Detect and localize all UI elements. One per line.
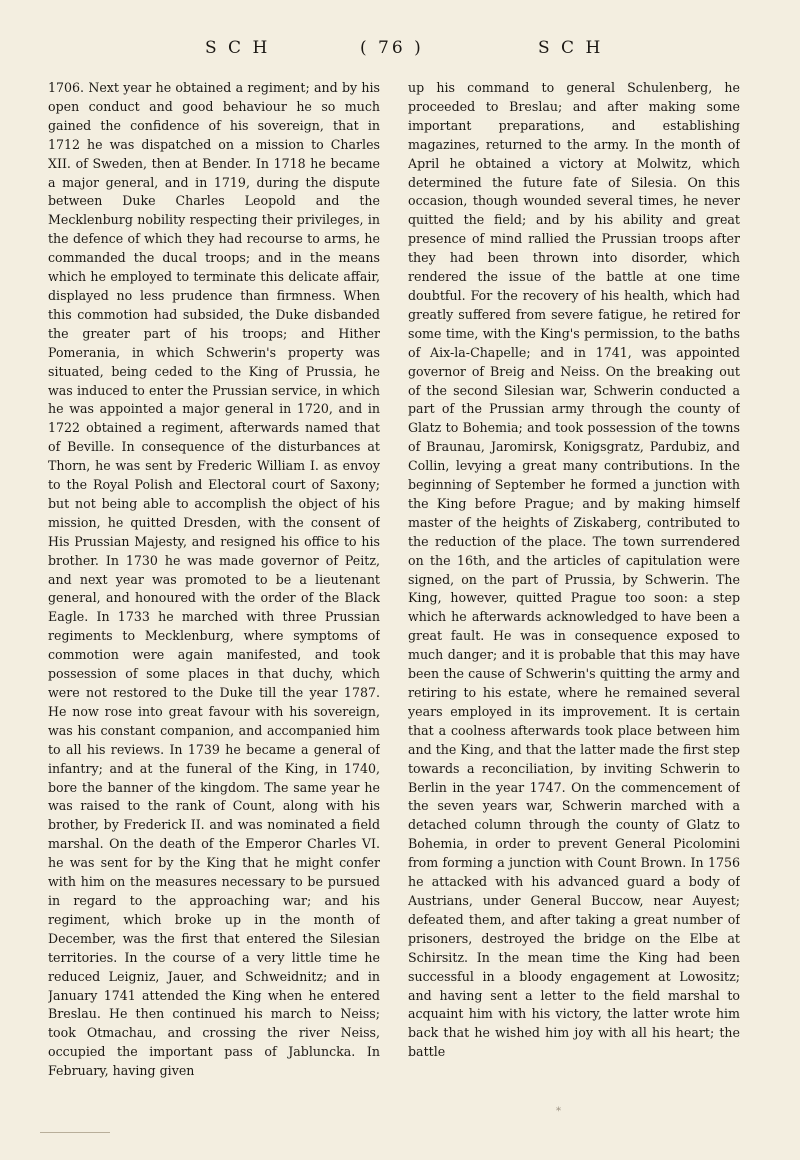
page-number: ( 76 ): [360, 38, 424, 58]
header-right-abbrev: S C H: [538, 38, 604, 58]
page-edge-rule: [40, 1132, 110, 1133]
text-column-right: up his command to general Schulenberg, he proceeded to Breslau; and after making some important preparations, and establishing magazines, returned to the army. In the month of April he obtained a victory at Molwitz, which determined the future fate of Silesia. On this occasion, though wounded several times, he never quitted the field; and by his ability and great presence of mind rallied the Prussian troops after they had been thrown into disorder, which rendered the issue of the battle at one time doubtful. For the recovery of his health, which had greatly suffered from severe fatigue, he retired for some time, with the King's permission, to the baths of Aix-la-Chapelle; and in 1741, was appointed governor of Breig and Neiss. On the breaking out of the second Silesian war, Schwerin conducted a part of the Prussian army through the county of Glatz to Bohemia; and took possession of the towns of Braunau, Jaromirsk, Konigsgratz, Pardubiz, and Collin, levying a great many contributions. In the beginning of September he formed a junction with the King before Prague; and by making himself master of the heights of Ziskaberg, contributed to the reduction of the place. The town surrendered on the 16th, and the articles of capitulation were signed, on the part of Prussia, by Schwerin. The King, however, quitted Prague too soon: a step which he afterwards acknowledged to have been a great fault. He was in consequence exposed to much danger; and it is probable that this may have been the cause of Schwerin's quitting the army and retiring to his estate, where he remained several years employed in its improvement. It is certain that a coolness afterwards took place between him and the King, and that the latter made the first step towards a reconciliation, by inviting Schwerin to Berlin in the year 1747. On the commencement of the seven years war, Schwerin marched with a detached column through the county of Glatz to Bohemia, in order to prevent General Picolomini from forming a junction with Count Brown. In 1756 he attacked with his advanced guard a body of Austrians, under General Buccow, near Auyest; defeated them, and after taking a great number of prisoners, destroyed the bridge on the Elbe at Schirsitz. In the mean time the King had been successful in a bloody engagement at Lowositz; and having sent a letter to the field marshal to acquaint him with his victory, the latter wrote him back that he wished him joy with all his heart; the battle: [408, 80, 740, 1060]
running-header: [0, 38, 800, 68]
header-left-abbrev: S C H: [205, 38, 271, 58]
text-column-left: 1706. Next year he obtained a regiment; and by his open conduct and good behaviour he so much gained the confidence of his sovereign, that in 1712 he was dispatched on a mission to Charles XII. of Sweden, then at Bender. In 1718 he became a major general, and in 1719, during the dispute between Duke Charles Leopold and the Mecklenburg nobility respecting their privileges, in the defence of which they had recourse to arms, he commanded the ducal troops; and in the means which he employed to terminate this delicate affair, displayed no less prudence than firmness. When this commotion had subsided, the Duke disbanded the greater part of his troops; and Hither Pomerania, in which Schwerin's property was situated, being ceded to the King of Prussia, he was induced to enter the Prussian service, in which he was appointed a major general in 1720, and in 1722 obtained a regiment, afterwards named that of Beville. In consequence of the disturbances at Thorn, he was sent by Frederic William I. as envoy to the Royal Polish and Electoral court of Saxony; but not being able to accomplish the object of his mission, he quitted Dresden, with the consent of His Prussian Majesty, and resigned his office to his brother. In 1730 he was made governor of Peitz, and next year was promoted to be a lieutenant general, and honoured with the order of the Black Eagle. In 1733 he marched with three Prussian regiments to Mecklenburg, where symptoms of commotion were again manifested, and took possession of some places in that duchy, which were not restored to the Duke till the year 1787. He now rose into great favour with his sovereign, was his constant companion, and accompanied him to all his reviews. In 1739 he became a general of infantry; and at the funeral of the King, in 1740, bore the banner of the kingdom. The same year he was raised to the rank of Count, along with his brother, by Frederick II. and was nominated a field marshal. On the death of the Emperor Charles VI. he was sent for by the King that he might confer with him on the measures necessary to be pursued in regard to the approaching war; and his regiment, which broke up in the month of December, was the first that entered the Silesian territories. In the course of a very little time he reduced Leigniz, Jauer, and Schweidnitz; and in January 1741 attended the King when he entered Breslau. He then continued his march to Neiss; took Otmachau, and crossing the river Neiss, occupied the important pass of Jabluncka. In February, having given: [48, 80, 380, 1079]
catchmark: *: [556, 1106, 561, 1117]
